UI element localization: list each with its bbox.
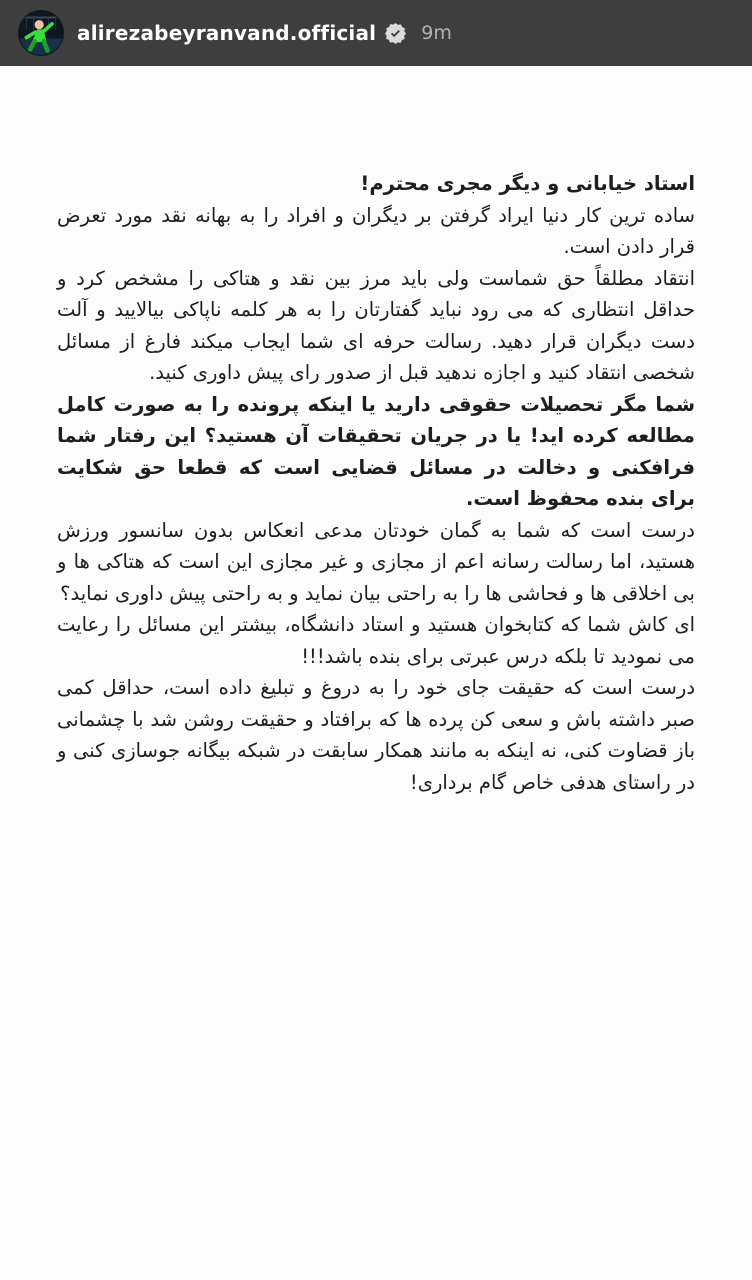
story-paragraph: شما مگر تحصیلات حقوقی دارید یا اینکه پرونده را به صورت کامل مطالعه کرده اید! یا در جریان تحقیقات آن هستید؟ این رفتار شما فرافکنی و دخالت در مسائل قضایی است که قطعا حق شکایت برای بنده محفوظ است.	[57, 392, 695, 510]
username[interactable]: alirezabeyranvand.official	[77, 21, 377, 45]
story-paragraph: انتقاد مطلقاً حق شماست ولی باید مرز بین نقد و هتاکی را مشخص کرد و حداقل انتظاری که می رود نباید گفتارتان را به هر کلمه ناپاکی بیالایید و آلت دست دیگران قرار دهید. رسالت حرفه ای شما ایجاب میکند فارغ از مسائل شخصی انتقاد کنید و اجازه ندهید قبل از صدور رای پیش داوری کنید.	[57, 266, 695, 384]
story-header	[0, 0, 752, 66]
story-paragraph: ای کاش شما که کتابخوان هستید و استاد دانشگاه، بیشتر این مسائل را رعایت می نمودید تا بلکه درس عبرتی برای بنده باشد!!!	[57, 613, 695, 668]
verified-icon	[385, 23, 406, 44]
story-timestamp: 9m	[421, 22, 452, 44]
story-text	[57, 168, 695, 798]
user-line	[77, 21, 452, 45]
story-paragraph: استاد خیابانی و دیگر مجری محترم!	[360, 172, 695, 195]
goalkeeper-avatar-image	[19, 11, 63, 55]
story-paragraph: درست است که حقیقت جای خود را به دروغ و تبلیغ داده است، حداقل کمی صبر داشته باش و سعی کن پرده ها که برافتاد و حقیقت روشن شد با چشمانی باز قضاوت کنی، نه اینکه به مانند همکار سابقت در شبکه بیگانه جوسازی کنی و در راستای هدفی خاص گام برداری!	[57, 676, 695, 794]
avatar[interactable]	[18, 10, 64, 56]
story-paragraph: درست است که شما به گمان خودتان مدعی انعکاس بدون سانسور ورزش هستید، اما رسالت رسانه اعم از مجازی و غیر مجازی این است که هتاکی ها و بی اخلاقی ها و فحاشی ها را به راحتی بیان نماید و به راحتی پیش داوری نماید؟	[57, 518, 695, 605]
story-paragraph: ساده ترین کار دنیا ایراد گرفتن بر دیگران و افراد را به بهانه نقد مورد تعرض قرار دادن است.	[57, 203, 695, 258]
